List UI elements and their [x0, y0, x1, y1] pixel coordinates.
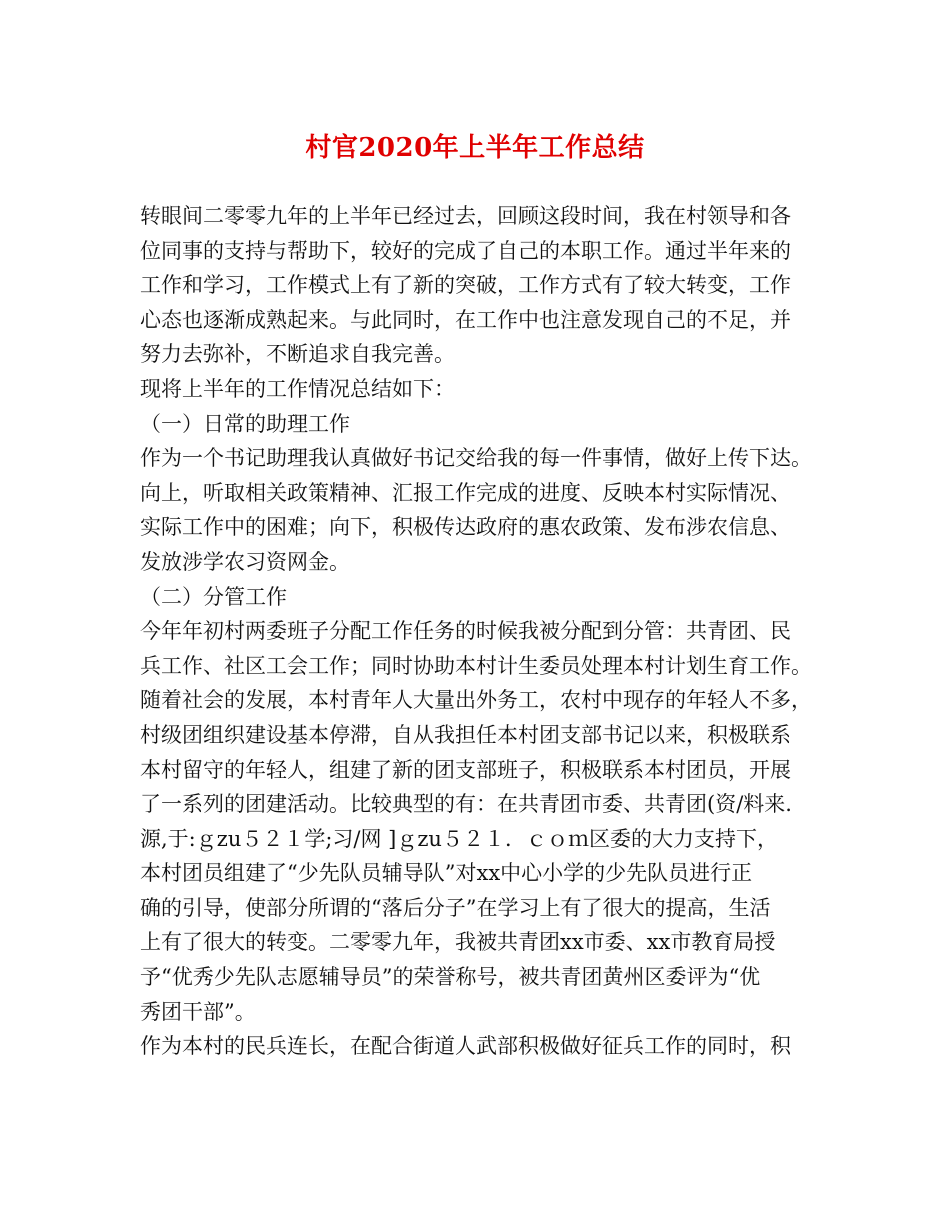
text-line: （二）分管工作: [140, 584, 287, 609]
text-line: （一）日常的助理工作: [140, 411, 350, 436]
text-line: 秀团干部”。: [140, 999, 256, 1024]
text-line: 转眼间二零零九年的上半年已经过去，回顾这段时间，我在村领导和各: [140, 204, 791, 228]
document-body: [140, 199, 820, 1064]
text-line: 心态也逐渐成熟起来。与此同时，在工作中也注意发现自己的不足，并: [140, 307, 791, 332]
text-line: 实际工作中的困难；向下，积极传达政府的惠农政策、发布涉农信息、: [140, 515, 791, 540]
text-line: 努力去弥补，不断追求自我完善。: [140, 342, 455, 367]
text-line: 工作和学习，工作模式上有了新的突破，工作方式有了较大转变，工作: [140, 273, 791, 298]
document-title: 村官2020年上半年工作总结: [305, 133, 645, 163]
text-line: 了一系列的团建活动。比较典型的有：在共青团市委、共青团(资/料来.: [140, 792, 792, 817]
text-line: 本村留守的年轻人，组建了新的团支部班子，积极联系本村团员，开展: [140, 757, 791, 782]
text-line: 作为一个书记助理我认真做好书记交给我的每一件事情，做好上传下达。: [140, 446, 812, 471]
text-line: 位同事的支持与帮助下，较好的完成了自己的本职工作。通过半年来的: [140, 238, 791, 263]
text-line: 发放涉学农习资网金。: [140, 549, 350, 574]
text-line: 村级团组织建设基本停滞，自从我担任本村团支部书记以来，积极联系: [140, 722, 791, 747]
text-line: 源,于:ｇzu５２１学;习/网 ]ｇzu５２１．ｃｏｍ区委的大力支持下，: [140, 826, 778, 851]
text-line: 现将上半年的工作情况总结如下：: [140, 376, 455, 401]
text-line: 今年年初村两委班子分配工作任务的时候我被分配到分管：共青团、民: [140, 619, 791, 644]
text-line: 本村团员组建了“少先队员辅导队”对xx中心小学的少先队员进行正: [140, 861, 753, 886]
text-line: 兵工作、社区工会工作；同时协助本村计生委员处理本村计划生育工作。: [140, 653, 812, 678]
text-line: 上有了很大的转变。二零零九年，我被共青团xx市委、xx市教育局授: [140, 930, 776, 955]
text-line: 作为本村的民兵连长，在配合街道人武部积极做好征兵工作的同时，积: [140, 1034, 791, 1059]
text-line: 随着社会的发展，本村青年人大量出外务工，农村中现存的年轻人不多，: [140, 688, 812, 713]
text-line: 予“优秀少先队志愿辅导员”的荣誉称号，被共青团黄州区委评为“优: [140, 965, 761, 990]
text-line: 向上，听取相关政策精神、汇报工作完成的进度、反映本村实际情况、: [140, 480, 791, 505]
text-line: 确的引导，使部分所谓的“落后分子”在学习上有了很大的提高，生活: [140, 895, 771, 920]
